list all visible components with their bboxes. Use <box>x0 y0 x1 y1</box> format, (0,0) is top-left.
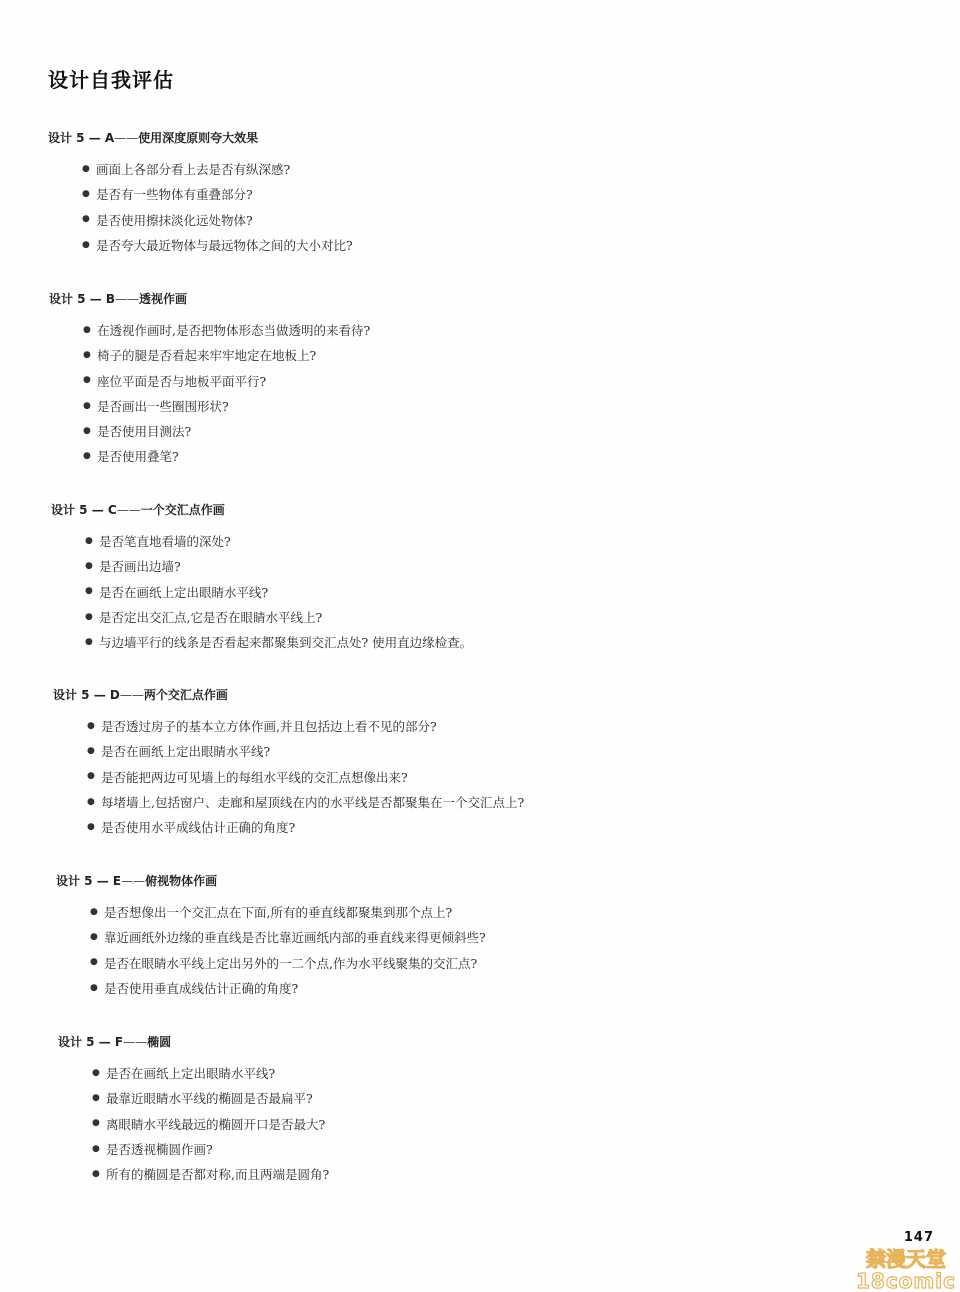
list-item: ● 座位平面是否与地板平面平行? <box>83 368 370 393</box>
bullet-icon: ● <box>90 906 98 917</box>
list-item: ● 是否画出一些圈围形状? <box>83 393 370 418</box>
list-item: ● 靠近画纸外边缘的垂直线是否比靠近画纸内部的垂直线来得更倾斜些? <box>90 924 486 949</box>
section-dash: —— <box>115 292 140 306</box>
section-5c <box>51 500 472 654</box>
list-item: ● 最靠近眼睛水平线的椭圆是否最扁平? <box>92 1085 329 1110</box>
list-item: ● 是否夸大最近物体与最远物体之间的大小对比? <box>82 232 353 257</box>
bullet-icon: ● <box>87 796 95 807</box>
list-item: ● 是否使用垂直成线估计正确的角度? <box>90 975 486 1000</box>
section-code: 设计 5 — A <box>48 131 115 145</box>
section-5e <box>56 871 486 1000</box>
list-item: ● 所有的椭圆是否都对称,而且两端是圆角? <box>92 1161 329 1186</box>
section-heading <box>51 500 472 520</box>
checklist <box>48 156 353 257</box>
section-dash: —— <box>116 503 141 517</box>
section-title: 两个交汇点作画 <box>143 688 228 702</box>
bullet-icon: ● <box>85 637 93 648</box>
section-5d <box>53 685 524 839</box>
bullet-icon: ● <box>82 189 90 200</box>
checklist <box>49 317 370 469</box>
bullet-icon: ● <box>90 982 98 993</box>
bullet-icon: ● <box>83 400 91 411</box>
section-title: 一个交汇点作画 <box>140 503 225 517</box>
list-item: ● 是否能把两边可见墙上的每组水平线的交汇点想像出来? <box>87 764 524 789</box>
bullet-icon: ● <box>87 720 95 731</box>
bullet-icon: ● <box>92 1118 100 1129</box>
section-code: 设计 5 — F <box>58 1035 124 1049</box>
section-heading <box>53 685 524 705</box>
section-code: 设计 5 — D <box>53 688 120 702</box>
section-title: 透视作画 <box>139 292 188 306</box>
bullet-icon: ● <box>82 214 90 225</box>
section-dash: —— <box>121 874 146 888</box>
bullet-icon: ● <box>90 932 98 943</box>
page-title: 设计自我评估 <box>48 68 174 92</box>
bullet-icon: ● <box>82 239 90 250</box>
list-item: ● 是否透过房子的基本立方体作画,并且包括边上看不见的部分? <box>87 713 524 738</box>
list-item: ● 画面上各部分看上去是否有纵深感? <box>82 156 353 181</box>
watermark-logo <box>852 1244 960 1292</box>
list-item: ● 是否使用叠笔? <box>83 443 370 468</box>
list-item: ● 是否透视椭圆作画? <box>92 1136 329 1161</box>
section-title: 椭圆 <box>147 1035 172 1049</box>
bullet-icon: ● <box>83 426 91 437</box>
checklist <box>53 713 524 839</box>
bullet-icon: ● <box>83 375 91 386</box>
section-dash: —— <box>123 1035 148 1049</box>
list-item: ● 是否想像出一个交汇点在下面,所有的垂直线都聚集到那个点上? <box>90 899 486 924</box>
section-code: 设计 5 — B <box>49 292 116 306</box>
bullet-icon: ● <box>83 324 91 335</box>
watermark-line2: 18comic <box>856 1269 956 1292</box>
bullet-icon: ● <box>85 586 93 597</box>
bullet-icon: ● <box>82 163 90 174</box>
watermark-line1: 禁漫天堂 <box>866 1247 946 1271</box>
bullet-icon: ● <box>87 771 95 782</box>
list-item: ● 在透视作画时,是否把物体形态当做透明的来看待? <box>83 317 370 342</box>
page-number: 147 <box>903 1230 934 1245</box>
list-item: ● 是否笔直地看墙的深处? <box>85 528 472 553</box>
section-dash: —— <box>114 131 139 145</box>
list-item: ● 是否画出边墙? <box>85 553 472 578</box>
section-5f <box>58 1032 329 1186</box>
section-title: 使用深度原则夸大效果 <box>138 131 259 145</box>
bullet-icon: ● <box>83 451 91 462</box>
checklist <box>51 528 472 654</box>
list-item: ● 是否定出交汇点,它是否在眼睛水平线上? <box>85 604 472 629</box>
list-item: ● 是否在眼睛水平线上定出另外的一二个点,作为水平线聚集的交汇点? <box>90 950 486 975</box>
section-heading <box>49 289 370 309</box>
checklist <box>56 899 486 1000</box>
list-item: ● 每堵墙上,包括窗户、走廊和屋顶线在内的水平线是否都聚集在一个交汇点上? <box>87 789 524 814</box>
bullet-icon: ● <box>92 1169 100 1180</box>
bullet-icon: ● <box>92 1143 100 1154</box>
list-item: ● 离眼睛水平线最远的椭圆开口是否最大? <box>92 1111 329 1136</box>
watermark-logo-svg <box>852 1244 960 1292</box>
section-heading <box>48 128 353 148</box>
bullet-icon: ● <box>83 350 91 361</box>
list-item: ● 是否使用目测法? <box>83 418 370 443</box>
list-item: ● 是否使用擦抹淡化远处物体? <box>82 207 353 232</box>
bullet-icon: ● <box>85 561 93 572</box>
bullet-icon: ● <box>92 1067 100 1078</box>
bullet-icon: ● <box>87 822 95 833</box>
section-heading <box>56 871 486 891</box>
section-heading <box>58 1032 329 1052</box>
section-5b <box>49 289 370 469</box>
section-title: 俯视物体作画 <box>145 874 218 888</box>
list-item: ● 是否使用水平成线估计正确的角度? <box>87 814 524 839</box>
bullet-icon: ● <box>90 957 98 968</box>
checklist <box>58 1060 329 1186</box>
list-item: ● 与边墙平行的线条是否看起来都聚集到交汇点处? 使用直边缘检查。 <box>85 629 472 654</box>
section-code: 设计 5 — C <box>51 503 117 517</box>
bullet-icon: ● <box>87 746 95 757</box>
bullet-icon: ● <box>85 535 93 546</box>
list-item: ● 椅子的腿是否看起来牢牢地定在地板上? <box>83 342 370 367</box>
bullet-icon: ● <box>92 1093 100 1104</box>
section-code: 设计 5 — E <box>56 874 122 888</box>
list-item: ● 是否在画纸上定出眼睛水平线? <box>87 738 524 763</box>
list-item: ● 是否在画纸上定出眼睛水平线? <box>85 579 472 604</box>
list-item: ● 是否在画纸上定出眼睛水平线? <box>92 1060 329 1085</box>
bullet-icon: ● <box>85 611 93 622</box>
section-dash: —— <box>119 688 144 702</box>
list-item: ● 是否有一些物体有重叠部分? <box>82 181 353 206</box>
section-5a <box>48 128 353 257</box>
